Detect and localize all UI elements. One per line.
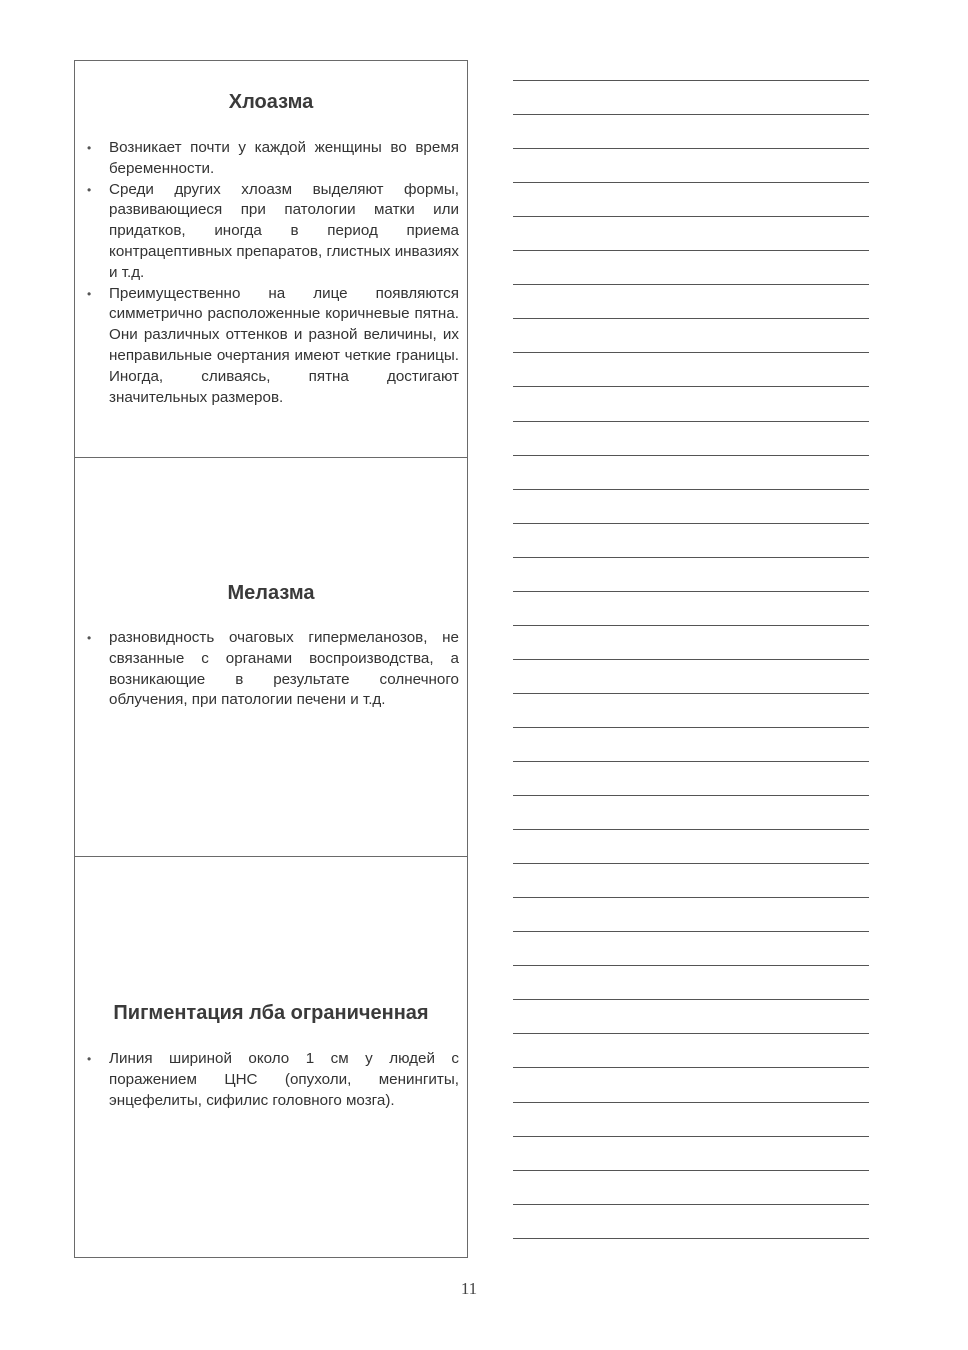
- note-line: [513, 421, 869, 422]
- note-line: [513, 591, 869, 592]
- bullet-list: [87, 1049, 459, 1111]
- note-line: [513, 318, 869, 319]
- bullet-item: • Линия шириной около 1 см у людей с поражением ЦНС (опухоли, менингиты, энцефелиты, сифилис головного мозга).: [87, 1049, 459, 1111]
- page-number: 11: [460, 1279, 478, 1298]
- bullet-item: • Среди других хлоазм выделяют формы, развивающиеся при патологии матки или придатков, иногда в период приема контрацептивных препаратов, глистных инвазиях и т.д.: [87, 180, 459, 284]
- note-line: [513, 625, 869, 626]
- bullet-list: [87, 628, 459, 711]
- note-line: [513, 999, 869, 1000]
- note-line: [513, 1170, 869, 1171]
- note-line: [513, 1238, 869, 1239]
- bullet-item: • Преимущественно на лице появляются симметрично расположенные коричневые пятна. Они различных оттенков и разной величины, их неправильные очертания имеют четкие границы. Иногда, сливаясь, пятна достигают значительных размеров.: [87, 284, 459, 409]
- note-line: [513, 523, 869, 524]
- note-line: [513, 1204, 869, 1205]
- note-line: [513, 489, 869, 490]
- note-lines: [513, 64, 869, 1254]
- note-line: [513, 284, 869, 285]
- note-line: [513, 250, 869, 251]
- note-line: [513, 148, 869, 149]
- section-title: Пигментация лба ограниченная: [113, 1002, 429, 1024]
- note-line: [513, 659, 869, 660]
- note-line: [513, 931, 869, 932]
- info-box-column: [74, 60, 468, 1258]
- section-chloasma: [75, 61, 467, 457]
- note-line: [513, 795, 869, 796]
- note-line: [513, 455, 869, 456]
- note-line: [513, 727, 869, 728]
- note-line: [513, 1102, 869, 1103]
- section-title: Мелазма: [227, 582, 315, 604]
- note-line: [513, 216, 869, 217]
- section-forehead-pigmentation: [75, 856, 467, 1257]
- note-line: [513, 1033, 869, 1034]
- note-line: [513, 1136, 869, 1137]
- note-line: [513, 863, 869, 864]
- note-line: [513, 829, 869, 830]
- note-line: [513, 80, 869, 81]
- bullet-item: • Возникает почти у каждой женщины во время беременности.: [87, 138, 459, 180]
- note-line: [513, 1067, 869, 1068]
- note-line: [513, 352, 869, 353]
- note-line: [513, 557, 869, 558]
- note-line: [513, 965, 869, 966]
- note-line: [513, 182, 869, 183]
- note-line: [513, 897, 869, 898]
- note-line: [513, 693, 869, 694]
- note-line: [513, 386, 869, 387]
- section-title: Хлоазма: [228, 91, 314, 113]
- section-melasma: [75, 457, 467, 856]
- bullet-list: [87, 138, 459, 408]
- bullet-item: • разновидность очаговых гипермеланозов, не связанные с органами воспроизводства, а возникающие в результате солнечного облучения, при патологии печени и т.д.: [87, 628, 459, 711]
- note-line: [513, 761, 869, 762]
- note-line: [513, 114, 869, 115]
